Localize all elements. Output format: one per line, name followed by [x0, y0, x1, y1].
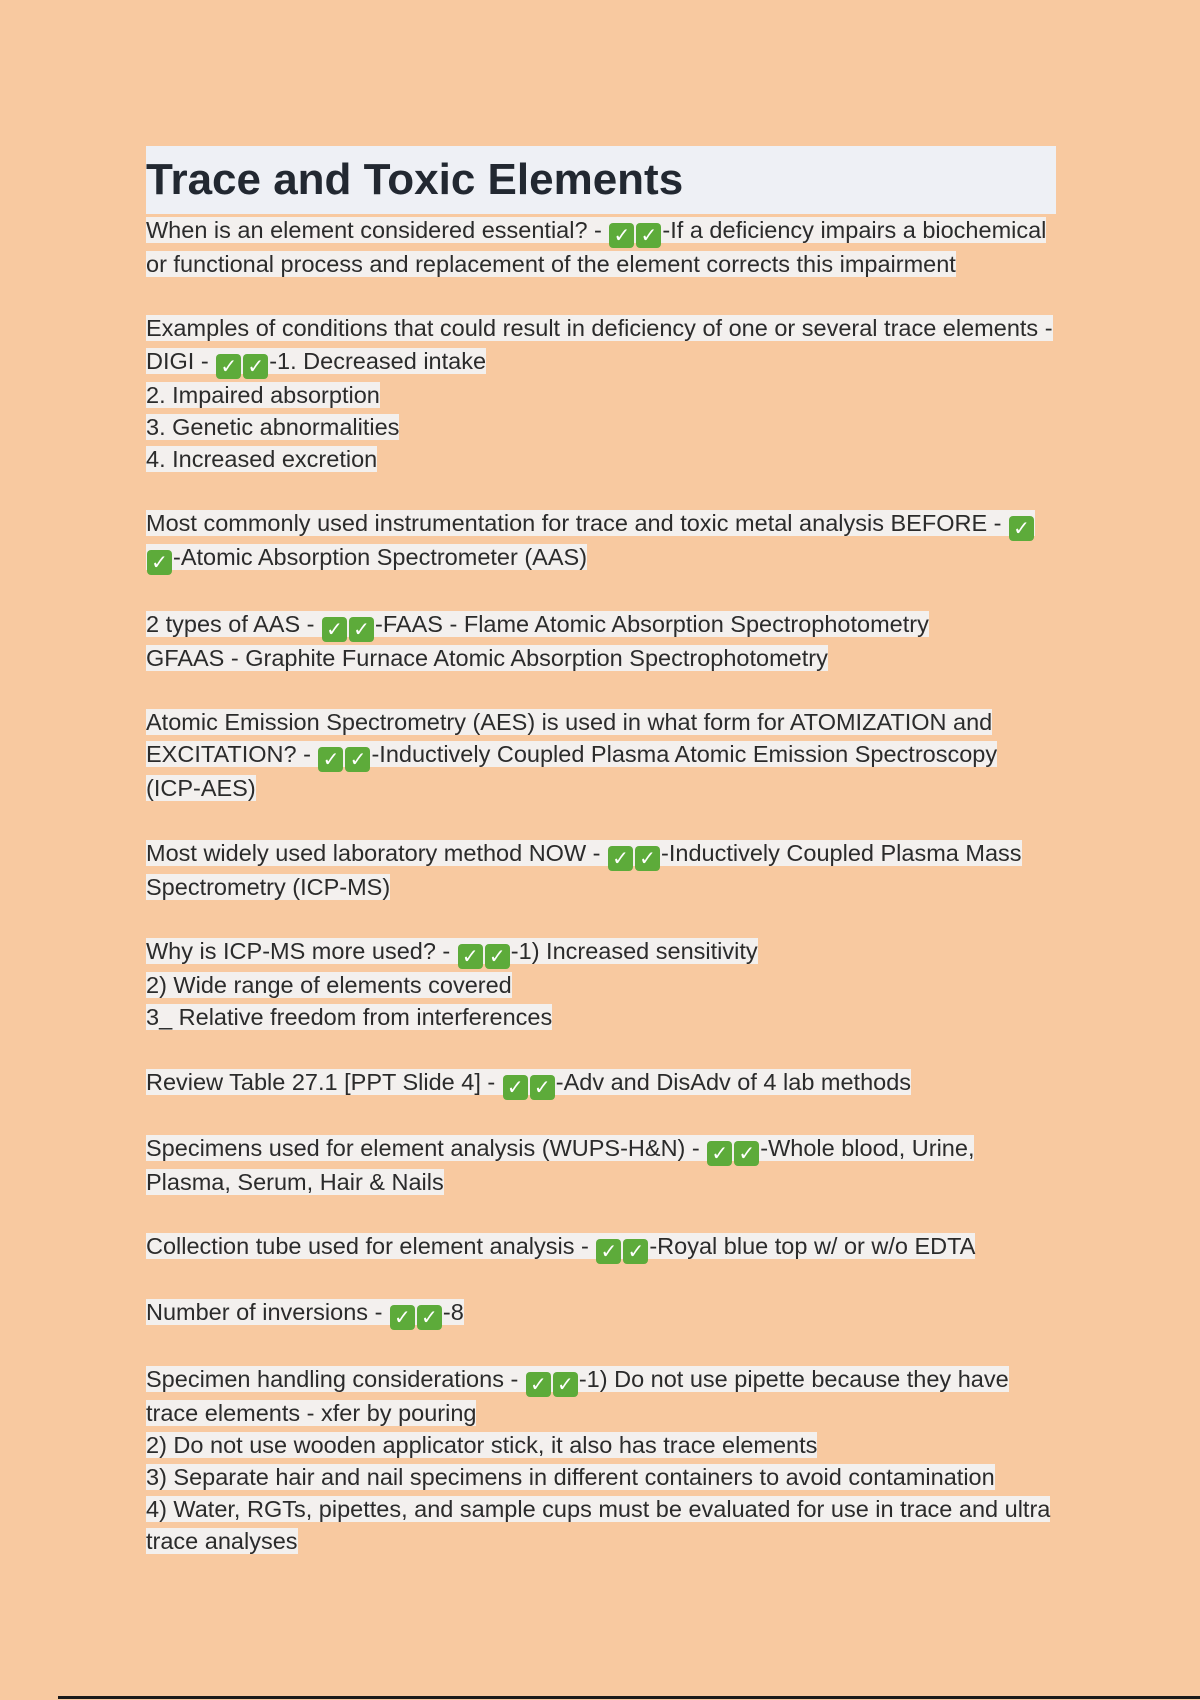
flashcard-question: Specimen handling considerations -	[146, 1365, 525, 1392]
flashcard-answer-line	[146, 411, 1056, 443]
flashcard-first-line	[146, 507, 1056, 575]
flashcard-first-line	[146, 837, 1056, 903]
page-title: Trace and Toxic Elements	[146, 155, 684, 204]
highlighted-text	[146, 840, 1022, 900]
flashcard-answer: 4. Increased excretion	[146, 446, 378, 472]
flashcard-answer: 3_ Relative freedom from interferences	[146, 1004, 553, 1031]
flashcard-answer-line	[146, 969, 1056, 1001]
check-mark-icon: ✓	[636, 223, 661, 248]
flashcard-entry	[146, 214, 1056, 280]
document-page	[146, 146, 1056, 1590]
flashcard-answer: -Inductively Coupled Plasma Mass Spectrometry (ICP-MS)	[146, 839, 1022, 900]
flashcard-question: Most commonly used instrumentation for trace and toxic metal analysis BEFORE -	[146, 510, 1008, 537]
check-mark-icon: ✓	[417, 1305, 442, 1330]
flashcard-answer: 3) Separate hair and nail specimens in different containers to avoid contamination	[146, 1463, 995, 1490]
check-mark-icon: ✓	[485, 944, 510, 969]
flashcard-question: Most widely used laboratory method NOW -	[146, 839, 608, 866]
flashcard-answer: 2) Do not use wooden applicator stick, it also has trace elements	[146, 1431, 818, 1458]
flashcard-question: When is an element considered essential? -	[146, 217, 609, 243]
highlighted-text	[146, 709, 997, 801]
flashcard-entry	[146, 608, 1056, 674]
title-bar	[146, 146, 1056, 214]
flashcard-first-line	[146, 1363, 1056, 1429]
flashcard-answer: -1) Increased sensitivity	[510, 937, 758, 964]
flashcard-list	[146, 214, 1056, 1558]
flashcard-question: Why is ICP-MS more used? -	[146, 937, 457, 964]
highlighted-text	[146, 1233, 976, 1264]
highlighted-text	[146, 217, 1046, 277]
highlighted-text	[146, 414, 399, 440]
flashcard-first-line	[146, 1132, 1056, 1198]
check-mark-icon: ✓	[553, 1372, 578, 1397]
flashcard-answer: -Adv and DisAdv of 4 lab methods	[555, 1068, 912, 1095]
flashcard-answer: 2. Impaired absorption	[146, 381, 380, 408]
highlighted-text	[146, 1432, 817, 1458]
flashcard-answer: -If a deficiency impairs a biochemical or functional process and replacement of the element corrects this impairment	[146, 217, 1047, 277]
flashcard-entry	[146, 935, 1056, 1033]
flashcard-entry	[146, 837, 1056, 903]
flashcard-answer: -1. Decreased intake	[269, 347, 487, 374]
flashcard-question: Examples of conditions that could result in deficiency of one or several trace elements - DIGI -	[146, 315, 1053, 374]
flashcard-entry	[146, 1296, 1056, 1330]
flashcard-first-line	[146, 1296, 1056, 1330]
flashcard-first-line	[146, 935, 1056, 969]
flashcard-answer: -Royal blue top w/ or w/o EDTA	[649, 1233, 976, 1260]
check-mark-icon: ✓	[1009, 516, 1034, 541]
flashcard-question: Review Table 27.1 [PPT Slide 4] -	[146, 1068, 502, 1095]
check-mark-icon: ✓	[526, 1372, 551, 1397]
highlighted-text	[146, 1299, 464, 1330]
flashcard-answer: -Atomic Absorption Spectrometer (AAS)	[173, 544, 588, 571]
flashcard-answer-line	[146, 642, 1056, 674]
check-mark-icon: ✓	[503, 1075, 528, 1100]
flashcard-answer: -Whole blood, Urine, Plasma, Serum, Hair & Nails	[146, 1134, 975, 1195]
check-mark-icon: ✓	[734, 1141, 759, 1166]
highlighted-text	[146, 1464, 995, 1490]
highlighted-text	[146, 1004, 552, 1030]
flashcard-first-line	[146, 1230, 1056, 1264]
highlighted-text	[146, 972, 512, 998]
check-mark-icon: ✓	[147, 550, 172, 575]
flashcard-question: Atomic Emission Spectrometry (AES) is used in what form for ATOMIZATION and EXCITATION? -	[146, 708, 993, 768]
flashcard-entry	[146, 507, 1056, 575]
check-mark-icon: ✓	[707, 1141, 732, 1166]
footer-divider	[58, 1696, 1200, 1699]
flashcard-question: Specimens used for element analysis (WUPS-H&N) -	[146, 1134, 707, 1161]
flashcard-answer: -8	[442, 1299, 464, 1326]
highlighted-text	[146, 382, 380, 408]
flashcard-entry	[146, 1363, 1056, 1558]
flashcard-first-line	[146, 608, 1056, 642]
flashcard-answer: -Inductively Coupled Plasma Atomic Emission Spectroscopy (ICP-AES)	[146, 741, 998, 802]
flashcard-first-line	[146, 1066, 1056, 1100]
check-mark-icon: ✓	[608, 846, 633, 871]
check-mark-icon: ✓	[609, 223, 634, 248]
check-mark-icon: ✓	[623, 1239, 648, 1264]
flashcard-first-line	[146, 312, 1056, 378]
flashcard-answer: -FAAS - Flame Atomic Absorption Spectrophotometry	[375, 610, 929, 637]
check-mark-icon: ✓	[322, 617, 347, 642]
highlighted-text	[146, 315, 1053, 378]
check-mark-icon: ✓	[349, 617, 374, 642]
flashcard-answer-line	[146, 1429, 1056, 1461]
highlighted-text	[146, 1135, 974, 1195]
check-mark-icon: ✓	[635, 846, 660, 871]
flashcard-answer-line	[146, 1461, 1056, 1493]
check-mark-icon: ✓	[530, 1075, 555, 1100]
highlighted-text	[146, 937, 758, 968]
flashcard-entry	[146, 1066, 1056, 1100]
flashcard-answer: 3. Genetic abnormalities	[146, 413, 400, 440]
check-mark-icon: ✓	[345, 747, 370, 772]
flashcard-answer-line	[146, 1001, 1056, 1033]
check-mark-icon: ✓	[243, 354, 268, 379]
highlighted-text	[146, 1068, 912, 1099]
highlighted-text	[146, 1366, 1009, 1426]
highlighted-text	[146, 1496, 1050, 1554]
check-mark-icon: ✓	[216, 354, 241, 379]
flashcard-answer: 2) Wide range of elements covered	[146, 971, 512, 998]
highlighted-text	[146, 610, 929, 641]
highlighted-text	[146, 510, 1035, 575]
flashcard-first-line	[146, 706, 1056, 804]
flashcard-answer-line	[146, 379, 1056, 411]
flashcard-question: Number of inversions -	[146, 1299, 389, 1326]
highlighted-text	[146, 645, 828, 671]
check-mark-icon: ✓	[318, 747, 343, 772]
flashcard-first-line	[146, 214, 1056, 280]
highlighted-text	[146, 446, 377, 472]
flashcard-question: Collection tube used for element analysis -	[146, 1233, 596, 1260]
flashcard-answer-line	[146, 443, 1056, 475]
flashcard-answer: GFAAS - Graphite Furnace Atomic Absorption Spectrophotometry	[146, 644, 828, 671]
flashcard-answer: 4) Water, RGTs, pipettes, and sample cups must be evaluated for use in trace and ultra trace analyses	[146, 1496, 1051, 1555]
flashcard-answer-line	[146, 1493, 1056, 1557]
check-mark-icon: ✓	[458, 944, 483, 969]
check-mark-icon: ✓	[390, 1305, 415, 1330]
flashcard-entry	[146, 1230, 1056, 1264]
flashcard-entry	[146, 312, 1056, 475]
flashcard-answer: -1) Do not use pipette because they have trace elements - xfer by pouring	[146, 1365, 1009, 1426]
flashcard-question: 2 types of AAS -	[146, 610, 322, 637]
flashcard-entry	[146, 1132, 1056, 1198]
check-mark-icon: ✓	[596, 1239, 621, 1264]
flashcard-entry	[146, 706, 1056, 804]
